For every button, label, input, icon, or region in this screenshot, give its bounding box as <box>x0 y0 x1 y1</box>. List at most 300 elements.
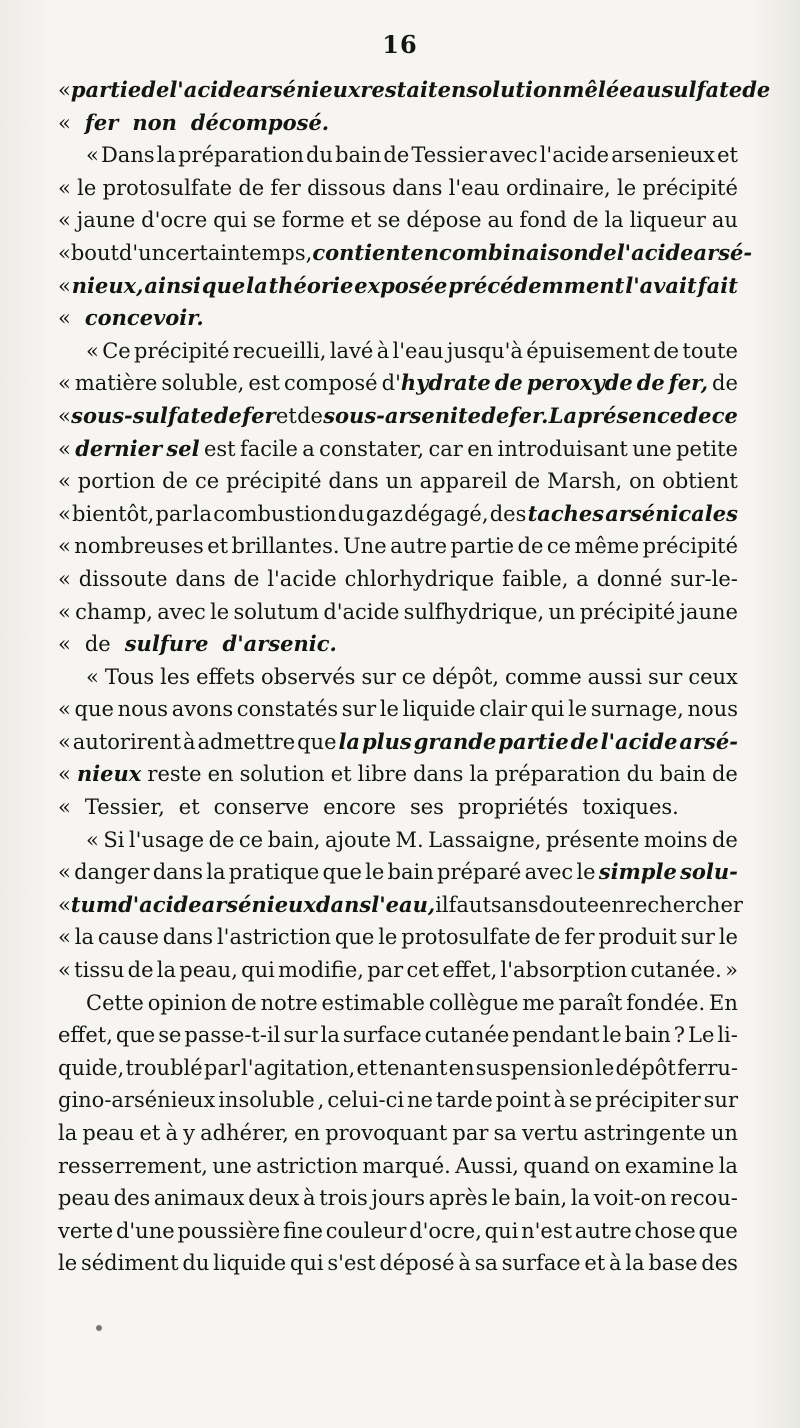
word: la <box>718 1153 738 1178</box>
text-line <box>58 74 771 107</box>
word: le <box>568 697 588 722</box>
text-line <box>58 302 738 335</box>
word: libre <box>357 762 408 787</box>
text-line <box>58 400 738 433</box>
word: estimable <box>321 990 425 1015</box>
word: quide, <box>58 1055 125 1080</box>
text-line <box>58 139 738 172</box>
word: la <box>604 208 624 233</box>
word: de <box>588 239 617 265</box>
word: insoluble <box>218 1088 315 1113</box>
word: astriction <box>256 1153 358 1178</box>
word: se <box>158 1023 182 1048</box>
word: en <box>294 1121 321 1145</box>
word: d'ocre, <box>409 1218 482 1243</box>
word: que <box>322 860 362 885</box>
word: la <box>625 1251 645 1276</box>
word: rechercher <box>624 892 743 917</box>
word: qui <box>530 697 565 722</box>
word: « <box>58 469 71 494</box>
word: dissoute <box>78 566 168 591</box>
word: de <box>208 827 235 852</box>
word: comme <box>505 664 582 689</box>
word: surface <box>342 1023 422 1048</box>
word: dans <box>162 925 214 950</box>
word: est <box>203 436 236 461</box>
word: Lassaigne, <box>428 827 542 852</box>
text-line <box>58 1019 738 1052</box>
word: l'avait <box>625 272 697 298</box>
word: s'est <box>327 1251 376 1276</box>
word: ce <box>546 534 572 559</box>
word: de <box>636 370 665 396</box>
word: dans <box>315 891 372 917</box>
word: l'astriction <box>216 925 332 950</box>
word: et <box>275 403 297 428</box>
text-line <box>58 1247 738 1280</box>
word: fer <box>564 925 595 950</box>
word: mêlée <box>562 77 633 102</box>
word: la <box>320 1023 340 1048</box>
word: le <box>718 925 738 950</box>
word: d'une <box>115 1218 175 1243</box>
word: au <box>487 208 514 233</box>
word: y <box>183 1121 196 1145</box>
word: l'agitation, <box>241 1055 356 1080</box>
word: recou- <box>670 1186 738 1211</box>
word: « <box>58 795 71 820</box>
word: collègue <box>428 990 519 1015</box>
word: paraît <box>558 990 623 1015</box>
word: vertu <box>522 1121 579 1145</box>
word: la <box>74 925 94 950</box>
word: le <box>77 175 97 200</box>
word: et <box>139 1121 161 1145</box>
word: de <box>534 925 561 950</box>
word: la <box>58 1121 78 1145</box>
word: avec <box>524 860 574 885</box>
word: fer <box>242 402 276 428</box>
word: un <box>548 599 576 624</box>
word: En <box>709 990 738 1015</box>
word: chlorhydrique <box>344 566 495 591</box>
word: l'acide <box>169 77 247 102</box>
word: qui <box>213 208 247 233</box>
word: constater, <box>319 436 425 461</box>
word: le <box>379 697 399 722</box>
text-line <box>58 1052 738 1085</box>
word: resserrement, <box>58 1153 208 1178</box>
word: portion <box>77 469 156 494</box>
word: arsénieux <box>201 891 316 917</box>
word: modifie, <box>278 958 364 983</box>
word: à <box>165 1121 178 1145</box>
word: sulfhydrique, <box>403 599 545 624</box>
word: présence <box>577 402 684 428</box>
word: protosulfate <box>102 175 233 200</box>
word: fait <box>697 272 738 298</box>
word: avec <box>157 599 206 624</box>
word: Cette <box>86 990 144 1015</box>
text-line <box>58 433 738 466</box>
word: la <box>156 143 176 168</box>
word: en <box>410 239 440 265</box>
word: aussi <box>587 664 642 689</box>
word: l'absorption <box>500 958 628 983</box>
word: simple <box>598 859 677 885</box>
word: opinion <box>147 990 227 1015</box>
word: une <box>632 436 672 461</box>
text-line <box>58 856 738 889</box>
word: du <box>182 1251 210 1276</box>
word: « <box>58 306 71 331</box>
word: dépôt, <box>431 664 500 689</box>
word: soluble, <box>161 371 245 396</box>
word: gaz <box>365 501 403 526</box>
word: fondée. <box>626 990 706 1015</box>
word: bain <box>624 1023 671 1048</box>
text-line <box>58 791 738 824</box>
word: ses <box>409 795 444 820</box>
word: gino-arsénieux <box>58 1088 216 1113</box>
word: « <box>58 78 71 102</box>
word: constatés <box>236 697 339 722</box>
word: dépôt <box>615 1055 676 1080</box>
word: bain <box>387 860 434 885</box>
word: petite <box>676 436 738 461</box>
word: animaux <box>153 1186 245 1211</box>
word: bain <box>335 143 382 168</box>
word: « <box>58 534 71 559</box>
word: « <box>86 338 99 363</box>
word: a <box>576 566 589 591</box>
word: quand <box>523 1153 590 1178</box>
word: sulfate <box>661 77 743 102</box>
word: observés <box>261 664 356 689</box>
word: combinaison <box>439 239 589 265</box>
word: en <box>207 762 234 787</box>
word: au <box>632 77 662 102</box>
word: précipiter <box>595 1088 701 1113</box>
word: « <box>58 729 71 754</box>
word: « <box>58 566 71 591</box>
text-line <box>58 889 743 922</box>
word: en <box>437 77 467 102</box>
word: effets <box>196 664 256 689</box>
word: présente <box>545 827 640 852</box>
word: arsé- <box>693 239 753 265</box>
word: suspension <box>475 1055 594 1080</box>
text-line <box>58 693 738 726</box>
word: sous-arsenite <box>323 402 482 428</box>
word: nieux, <box>71 272 144 298</box>
word: dans <box>175 566 226 591</box>
word: « <box>86 143 99 168</box>
word: fer. <box>509 402 549 428</box>
word: tum <box>70 891 119 917</box>
word: voit-on <box>593 1186 667 1211</box>
word: « <box>58 208 71 233</box>
word: « <box>58 175 71 200</box>
word: de <box>712 371 738 396</box>
word: liqueur <box>629 208 706 233</box>
word: bain, <box>514 1186 568 1211</box>
word: déposé <box>379 1251 455 1276</box>
word: toute <box>682 338 738 363</box>
word: préparation <box>178 143 304 168</box>
word: le <box>595 1055 615 1080</box>
text-line <box>58 107 738 140</box>
word: ordinaire, <box>505 175 611 200</box>
word: peau <box>82 1121 135 1145</box>
word: ce <box>401 664 426 689</box>
word: sa <box>474 1251 498 1276</box>
word: sel <box>166 435 200 461</box>
word: épuisement <box>526 338 650 363</box>
word: grande <box>413 728 497 754</box>
page-number: 16 <box>382 30 418 59</box>
word: appareil <box>419 469 508 494</box>
word: se <box>569 1088 593 1113</box>
word: en <box>599 892 625 917</box>
word: ne <box>407 1088 433 1113</box>
word: nombreuses <box>74 534 204 559</box>
word: le <box>602 1023 622 1048</box>
word: « <box>58 110 71 135</box>
word: nieux <box>76 761 142 787</box>
word: sur <box>647 664 683 689</box>
word: ferru- <box>677 1055 738 1080</box>
word: « <box>58 599 71 624</box>
word: arsénieux <box>246 77 361 102</box>
word: , <box>317 1088 325 1113</box>
word: « <box>58 371 71 396</box>
word: jaune <box>679 599 738 624</box>
word: en <box>467 436 494 461</box>
word: recueilli, <box>232 338 327 363</box>
word: point <box>495 1088 551 1113</box>
word: du <box>626 762 654 787</box>
word: nous <box>687 697 738 722</box>
word: Dans <box>100 143 155 168</box>
word: un <box>385 469 413 494</box>
word: bientôt, <box>72 501 155 526</box>
word: jaune <box>76 208 136 233</box>
word: par <box>452 1121 489 1145</box>
word: le <box>365 860 385 885</box>
word: fer <box>270 175 301 200</box>
word: sulfure <box>124 631 209 657</box>
word: propriétés <box>457 795 569 820</box>
text-line <box>58 921 738 954</box>
text-line <box>58 465 738 498</box>
word: de <box>494 370 523 396</box>
word: ce <box>194 469 220 494</box>
word: protosulfate <box>401 925 531 950</box>
word: sur <box>283 1023 318 1048</box>
word: « <box>58 958 71 983</box>
word: solutum <box>233 599 320 624</box>
word: « <box>58 632 71 657</box>
word: moins <box>643 827 708 852</box>
word: cet <box>406 958 440 983</box>
word: introduisant <box>497 436 628 461</box>
word: liquide <box>402 697 476 722</box>
word: cause <box>97 925 159 950</box>
word: la <box>206 860 226 885</box>
word: obtient <box>662 469 738 494</box>
word: brillantes. <box>231 534 340 559</box>
word: que <box>201 272 246 298</box>
word: dissous <box>307 175 386 200</box>
word: sa <box>493 1121 517 1145</box>
word: adhérer, <box>200 1121 289 1145</box>
word: autre <box>390 534 448 559</box>
word: matière <box>74 371 158 396</box>
word: dans <box>413 762 464 787</box>
word: au <box>711 208 738 233</box>
word: M. <box>395 827 424 852</box>
word: que <box>74 697 114 722</box>
word: de <box>141 77 170 102</box>
word: préparé <box>437 860 522 885</box>
word: sur <box>703 1088 738 1113</box>
word: de <box>297 403 323 428</box>
word: de <box>162 469 189 494</box>
word: en <box>448 1055 475 1080</box>
word: exposée <box>354 272 448 298</box>
text-line <box>58 1150 738 1183</box>
word: et <box>350 208 372 233</box>
text-line <box>58 954 738 987</box>
word: marqué. <box>362 1153 451 1178</box>
word: » <box>725 958 738 983</box>
word: de <box>653 338 680 363</box>
word: tenant <box>378 1055 448 1080</box>
word: est <box>248 371 280 396</box>
word: le <box>617 175 637 200</box>
word: partie <box>450 534 515 559</box>
word: arsé- <box>679 728 738 754</box>
text-line <box>58 270 738 303</box>
word: qui <box>484 1218 519 1243</box>
word: et <box>178 795 200 820</box>
word: arsénicales <box>605 500 738 526</box>
word: reste <box>147 762 202 787</box>
word: à <box>608 1251 622 1276</box>
word: après <box>428 1186 488 1211</box>
word: Aussi, <box>455 1153 519 1178</box>
word: de <box>572 208 599 233</box>
word: « <box>58 860 71 885</box>
word: l'acide <box>539 143 610 168</box>
word: se <box>377 208 401 233</box>
word: facile <box>239 436 298 461</box>
word: le <box>210 599 230 624</box>
word: de <box>711 827 738 852</box>
word: La <box>548 402 578 428</box>
word: clair <box>479 697 528 722</box>
word: tarde <box>435 1088 493 1113</box>
word: de <box>213 402 242 428</box>
word: à <box>458 1251 471 1276</box>
body-text <box>58 74 771 1280</box>
word: fer <box>84 109 119 135</box>
word: bain <box>659 762 706 787</box>
word: donné <box>596 566 663 591</box>
word: la <box>192 501 212 526</box>
text-line <box>58 498 738 531</box>
word: effet, <box>58 1023 113 1048</box>
text-line <box>58 563 738 596</box>
word: même <box>574 534 640 559</box>
word: des <box>113 1186 151 1211</box>
word: sur <box>341 697 377 722</box>
word: des <box>701 1251 738 1276</box>
word: précipité <box>642 175 738 200</box>
word: que <box>297 729 337 754</box>
word: pendant <box>512 1023 600 1048</box>
word: le <box>576 860 596 885</box>
word: se <box>252 208 276 233</box>
word: précipité <box>642 534 738 559</box>
word: fond <box>519 208 567 233</box>
word: peau <box>58 1186 110 1211</box>
word: jusqu'à <box>446 338 523 363</box>
word: admettre <box>197 729 296 754</box>
word: dans <box>152 860 203 885</box>
word: « <box>86 664 99 689</box>
word: Le <box>688 1023 715 1048</box>
word: que <box>334 925 375 950</box>
text-line <box>58 596 738 629</box>
word: examine <box>624 1153 715 1178</box>
word: l'eau <box>392 338 444 363</box>
word: l'eau, <box>371 891 436 917</box>
word: une <box>212 1153 252 1178</box>
word: forme <box>281 208 345 233</box>
word: bout <box>70 240 119 265</box>
text-line <box>58 987 738 1020</box>
word: l'acide <box>267 566 337 591</box>
word: « <box>58 273 71 298</box>
word: l'acide <box>616 239 694 265</box>
word: autorirent <box>72 729 182 754</box>
word: non <box>132 109 177 135</box>
word: a <box>302 436 315 461</box>
word: Ce <box>102 338 131 363</box>
word: d'un <box>118 240 166 265</box>
word: notre <box>260 990 318 1015</box>
word: par <box>203 1055 240 1080</box>
word: par <box>367 958 404 983</box>
word: car <box>428 436 463 461</box>
text-line <box>58 172 738 205</box>
word: troublé <box>125 1055 203 1080</box>
word: qui <box>241 958 275 983</box>
word: « <box>86 827 99 852</box>
word: l'usage <box>128 827 205 852</box>
text-line <box>58 530 738 563</box>
word: chose <box>634 1218 696 1243</box>
word: pratique <box>228 860 320 885</box>
word: de <box>570 728 599 754</box>
word: encore <box>323 795 396 820</box>
word: Une <box>342 534 387 559</box>
word: toxiques. <box>582 795 679 820</box>
word: plus <box>361 728 412 754</box>
word: de <box>238 175 265 200</box>
